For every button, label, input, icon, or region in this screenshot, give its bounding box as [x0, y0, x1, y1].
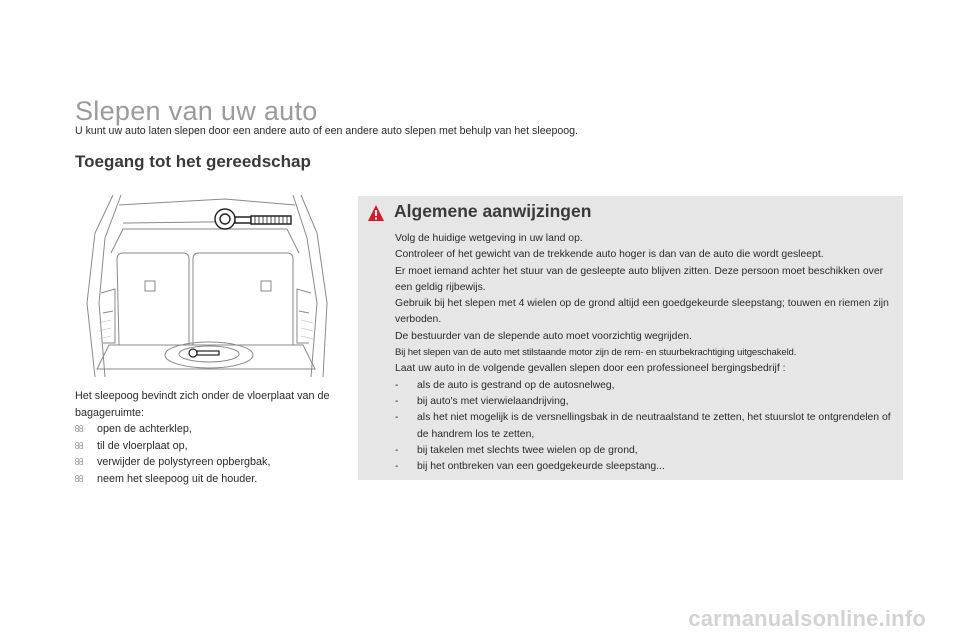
instruction-line: Er moet iemand achter het stuur van de gesleepte auto blijven zitten. Deze persoon moet beschikken over een geldig rijbewijs.: [395, 265, 884, 293]
step-text: verwijder de polystyreen opbergbak,: [97, 456, 271, 469]
instruction-line: Gebruik bij het slepen met 4 wielen op de grond altijd een goedgekeurde sleepstang; touwen en riemen zijn verboden.: [395, 298, 889, 326]
case-item: [395, 410, 900, 443]
towing-eye-detail: [215, 209, 291, 229]
instruction-line: De bestuurder van de slepende auto moet voorzichtig wegrijden.: [395, 330, 692, 342]
instruction-line: Volg de huidige wetgeving in uw land op.: [395, 233, 583, 244]
step-item: [75, 471, 340, 488]
instruction-line: Controleer of het gewicht van de trekkende auto hoger is dan van de auto die wordt gesleept.: [395, 249, 824, 261]
case-item: [395, 394, 900, 410]
case-text: als de auto is gestrand op de autosnelweg,: [417, 379, 615, 391]
section-heading: Toegang tot het gereedschap: [75, 152, 311, 171]
step-bullet-icon: [75, 421, 97, 438]
step-item: [75, 421, 340, 438]
case-text: bij auto's met vierwielaandrijving,: [417, 395, 569, 407]
step-text: open de achterklep,: [97, 423, 192, 436]
instruction-line: Laat uw auto in de volgende gevallen slepen door een professioneel bergingsbedrijf :: [395, 363, 786, 375]
instruction-line: Bij het slepen van de auto met stilstaande motor zijn de rem- en stuurbekrachtiging uitgeschakeld.: [395, 347, 797, 359]
step-bullet-icon: [75, 454, 97, 471]
case-item: [395, 443, 900, 459]
panel-title: Algemene aanwijzingen: [394, 201, 592, 221]
case-text: bij het ontbreken van een goedgekeurde sleepstang...: [417, 461, 665, 473]
page-intro: U kunt uw auto laten slepen door een andere auto of een andere auto slepen met behulp van het sleepoog.: [75, 125, 578, 137]
dash-marker: -: [395, 379, 399, 391]
step-text: til de vloerplaat op,: [97, 439, 188, 452]
location-text: Het sleepoog bevindt zich onder de vloerplaat van de bagageruimte:: [75, 390, 330, 419]
trunk-illustration: [75, 193, 337, 379]
step-bullet-icon: [75, 438, 97, 455]
step-item: [75, 454, 340, 471]
page-title: Slepen van uw auto: [75, 96, 318, 126]
dash-marker: -: [395, 395, 399, 407]
case-item: [395, 459, 900, 475]
general-instructions-panel: [358, 196, 903, 480]
case-text: als het niet mogelijk is de versnellingsbak in de neutraalstand te zetten, het stuurslot te ontgrendelen of de handrem los te zetten,: [417, 412, 891, 440]
dash-marker: -: [395, 412, 399, 424]
warning-icon: [367, 204, 385, 222]
step-bullet-icon: [75, 471, 97, 488]
case-text: bij takelen met slechts twee wielen op de grond,: [417, 444, 638, 456]
case-item: [395, 378, 900, 394]
panel-body: [395, 231, 900, 475]
step-item: [75, 438, 340, 455]
dash-marker: -: [395, 461, 399, 473]
location-description: [75, 388, 340, 488]
step-text: neem het sleepoog uit de houder.: [97, 472, 258, 485]
watermark: carmanualsonline.info: [688, 606, 926, 631]
dash-marker: -: [395, 444, 399, 456]
